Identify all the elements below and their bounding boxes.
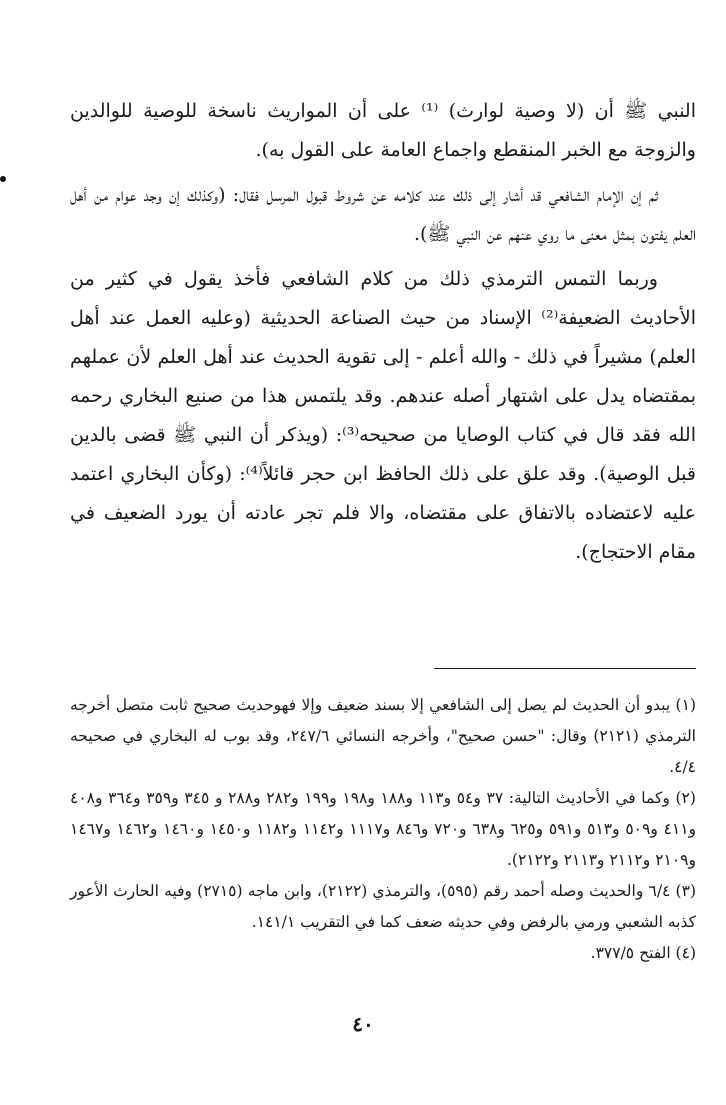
footnote-1: (١) يبدو أن الحديث لم يصل إلى الشافعي إلا بسند ضعيف وإلا فهوحديث صحيح ثابت متصل أخرجه الترمذي (٢١٢١) وقال: "حسن صحيح"، وأخرجه النسائي ٢٤٧/٦، وقد بوب له البخاري في صحيحه ٤/٤. — [70, 696, 696, 776]
paragraph-2: ثم إن الإمام الشافعي قد أشار إلى ذلك عند كلامه عن شروط قبول المرسل فقال: (وكذلك إن وجد عوام من أهل العلم يفتون بمثل معنى ما روي عنهم عن النبي ﷺ). — [70, 184, 696, 245]
footnote-4: (٤) الفتح ٣٧٧/٥. — [590, 944, 696, 962]
footnote-separator — [434, 668, 696, 669]
page-number: ٤٠ — [352, 1012, 374, 1036]
footnote-2: (٢) وكما في الأحاديث التالية: ٣٧ و٥٤ و١١٣ و١٨٨ و١٩٨ و١٩٩ و٢٨٢ و٢٨٨ و ٣٤٥ و٣٥٩ و٣٦٤ و٤٠٨ و٤١١ و٥٠٩ و٥١٣ و٥٩١ و٦٢٥ و٦٣٨ و٧٢٠ و٨٤٦ و١١١٧ و١١٤٢ و١١٨٢ و١٤٥٠ و١٤٦٠ و١٤٦٢ و١٤٦٧ و٢١٠٩ و٢١١٢ و٢١١٣ و٢١٢٢). — [70, 789, 697, 869]
footnotes — [70, 690, 696, 969]
margin-mark — [0, 176, 6, 182]
paragraph-3: وربما التمس الترمذي ذلك من كلام الشافعي فأخذ يقول في كثير من الأحاديث الضعيفة⁽²⁾ الإسناد من حيث الصناعة الحديثية (وعليه العمل عند أهل العلم) مشيراً في ذلك - والله أعلم - إلى تقوية الحديث عند أهل العلم لأن عملهم بمقتضاه يدل على اشتهار أصله عندهم. وقد يلتمس هذا من صنيع البخاري رحمه الله فقد قال في كتاب الوصايا من صحيحه⁽³⁾: (ويذكر أن النبي ﷺ قضى بالدين قبل الوصية). وقد علق على ذلك الحافظ ابن حجر قائلاً⁽⁴⁾: (وكأن البخاري اعتمد عليه لاعتضاده بالاتفاق على مقتضاه، والا فلم تجر عادته أن يورد الضعيف في مقام الاحتجاج). — [70, 268, 696, 563]
main-text — [70, 92, 696, 572]
paragraph-1: النبي ﷺ أن (لا وصية لوارث) ⁽¹⁾ على أن المواريث ناسخة للوصية للوالدين والزوجة مع الخبر المنقطع واجماع العامة على القول به). — [70, 100, 696, 161]
footnote-3: (٣) ٦/٤ والحديث وصله أحمد رقم (٥٩٥)، والترمذي (٢١٢٢)، وابن ماجه (٢٧١٥) وفيه الحارث الأعور كذبه الشعبي ورمي بالرفض وفي حديثه ضعف كما في التقريب ١٤١/١. — [70, 882, 696, 931]
